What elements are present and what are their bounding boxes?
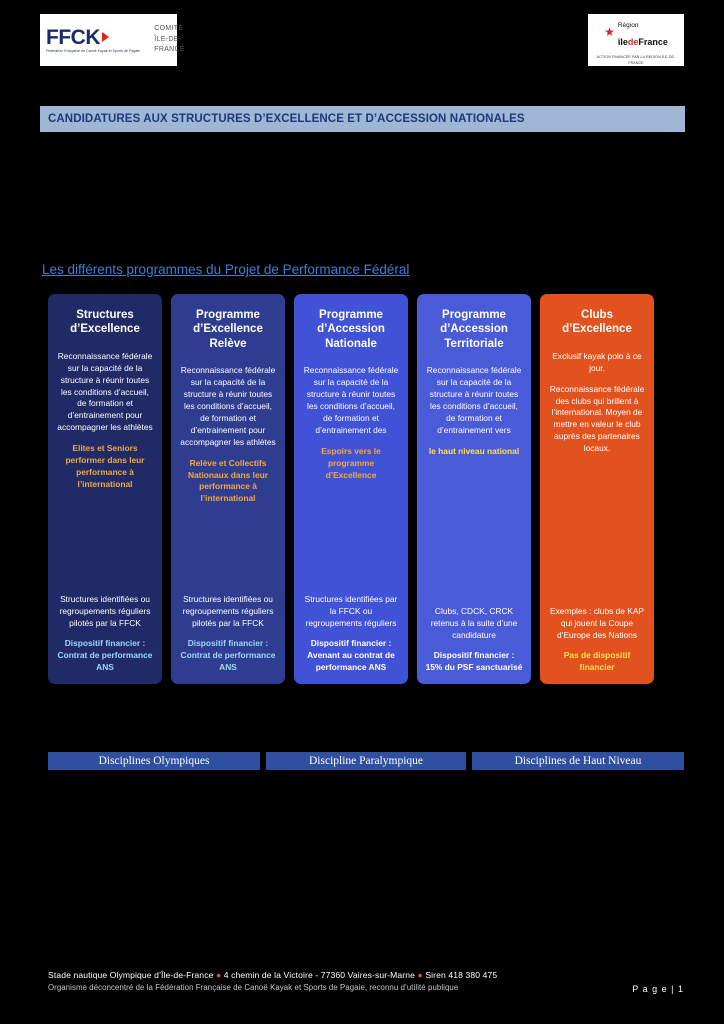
card-bottom: Clubs, CDCK, CRCK retenus à la suite d’une candidature <box>430 606 518 641</box>
footer-address: 4 chemin de la Victoire - 77360 Vaires-sur-Marne <box>223 970 416 980</box>
region-label: Région <box>617 22 639 30</box>
card-bottom: Structures identifiées par la FFCK ou regroupements réguliers <box>304 594 398 629</box>
card-highlight: Relève et Collectifs Nationaux dans leur performance à l’international <box>187 457 269 504</box>
card-paragraph: Reconnaissance fédérale sur la capacité de la structure à réunir toutes les conditions d’accueil, de formation et d’entrainement vers <box>426 365 522 435</box>
bullet-icon-2: ● <box>417 970 423 980</box>
card-highlight: Elites et Seniors performer dans leur performance à l’international <box>65 443 145 489</box>
page-title: CANDIDATURES AUX STRUCTURES D’EXCELLENCE ET D’ACCESSION NATIONALES <box>48 113 525 125</box>
card-highlight: le haut niveau national <box>428 445 520 456</box>
card-title: Programme d’Accession Nationale <box>317 309 385 350</box>
card-finance: Dispositif financier : Avenant au contrat de performance ANS <box>307 638 395 673</box>
card-clubs-excellence <box>540 294 654 684</box>
card-body <box>302 365 400 490</box>
card-paragraph: Reconnaissance fédérale sur la capacité de la structure à réunir toutes les conditions d’accueil, de formation et d’entrainement des <box>303 365 399 435</box>
card-body <box>425 365 523 466</box>
discipline-bar-olympiques: Disciplines Olympiques <box>48 752 260 770</box>
card-finance: Dispositif financier : 15% du PSF sanctuarisé <box>425 650 523 673</box>
region-funding-note: ACTION FINANCÉE PAR LA RÉGION ÎLE-DE-FRANCE <box>596 55 676 65</box>
discipline-bars <box>48 752 684 770</box>
card-body <box>548 351 646 464</box>
page-title-band <box>40 106 685 132</box>
discipline-bar-haut-niveau: Disciplines de Haut Niveau <box>472 752 684 770</box>
discipline-bar-paralympique: Discipline Paralympique <box>266 752 466 770</box>
programme-cards <box>48 294 684 684</box>
star-icon: ★ <box>604 25 615 40</box>
region-name: îledeFrance <box>617 37 668 48</box>
ffck-arrow-icon <box>102 32 109 42</box>
ffck-subtitle: Fédération Française de Canoë Kayak et Sports de Pagaie <box>46 48 141 53</box>
ffck-wordmark: FFCK <box>46 25 100 49</box>
page-footer <box>48 970 684 992</box>
page-number: P a g e | 1 <box>632 984 684 994</box>
region-logo-top <box>604 14 668 50</box>
bullet-icon: ● <box>215 970 222 980</box>
card-title: Clubs d’Excellence <box>562 309 632 336</box>
footer-address-line <box>48 970 684 980</box>
card-title: Programme d’Accession Territoriale <box>440 309 508 350</box>
card-bottom: Structures identifiées ou regroupements réguliers pilotés par la FFCK <box>182 594 274 629</box>
card-programme-accession-territoriale <box>417 294 531 684</box>
ffck-comite-line1: COMITÉ <box>154 25 184 33</box>
card-paragraph: Reconnaissance fédérale sur la capacité de la structure à réunir toutes les conditions d’accueil, de formation et d’entrainement pour accompagner les athlètes <box>57 350 153 433</box>
card-body <box>56 351 154 500</box>
card-programme-accession-nationale <box>294 294 408 684</box>
card-programme-excellence-releve <box>171 294 285 684</box>
card-finance: Dispositif financier : Contrat de performance ANS <box>57 638 153 673</box>
region-idf-logo <box>588 14 684 66</box>
card-paragraph: Reconnaissance fédérale sur la capacité de la structure à réunir toutes les conditions d’accueil, de formation et d’entrainement pour accompagner les athlètes <box>180 365 276 447</box>
card-finance: Pas de dispositif financier <box>563 650 631 673</box>
card-structures-excellence <box>48 294 162 684</box>
ffck-logo <box>40 14 185 66</box>
card-finance: Dispositif financier : Contrat de performance ANS <box>180 638 276 673</box>
card-title: Structures d’Excellence <box>70 309 140 336</box>
ffck-mark <box>46 27 140 53</box>
card-paragraph: Exclusif kayak polo à ce jour. <box>552 350 642 373</box>
footer-venue: Stade nautique Olympique d’Île-de-France <box>48 970 214 980</box>
ffck-comite-line2: ÎLE-DE-FRANCE <box>154 35 185 54</box>
footer-legal-line: Organisme déconcentré de la Fédération Française de Canoë Kayak et Sports de Pagaie, reconnu d’utilité publique <box>48 983 459 992</box>
card-bottom: Exemples : clubs de KAP qui jouent la Coupe d’Europe des Nations <box>549 606 645 641</box>
card-body <box>179 365 277 514</box>
card-title: Programme d’Excellence Relève <box>193 309 263 350</box>
card-bottom: Structures identifiées ou regroupements réguliers pilotés par la FFCK <box>59 594 151 629</box>
card-highlight: Espoirs vers le programme d’Excellence <box>321 445 381 480</box>
card-paragraph-2: Reconnaissance fédérale des clubs qui brillent à l’international. Moyen de mettre en valeur le club auprès des partenaires locaux. <box>549 383 645 454</box>
ffck-comite <box>154 24 185 56</box>
footer-siren: Siren 418 380 475 <box>425 970 498 980</box>
section-heading: Les différents programmes du Projet de Performance Fédéral <box>42 262 410 277</box>
